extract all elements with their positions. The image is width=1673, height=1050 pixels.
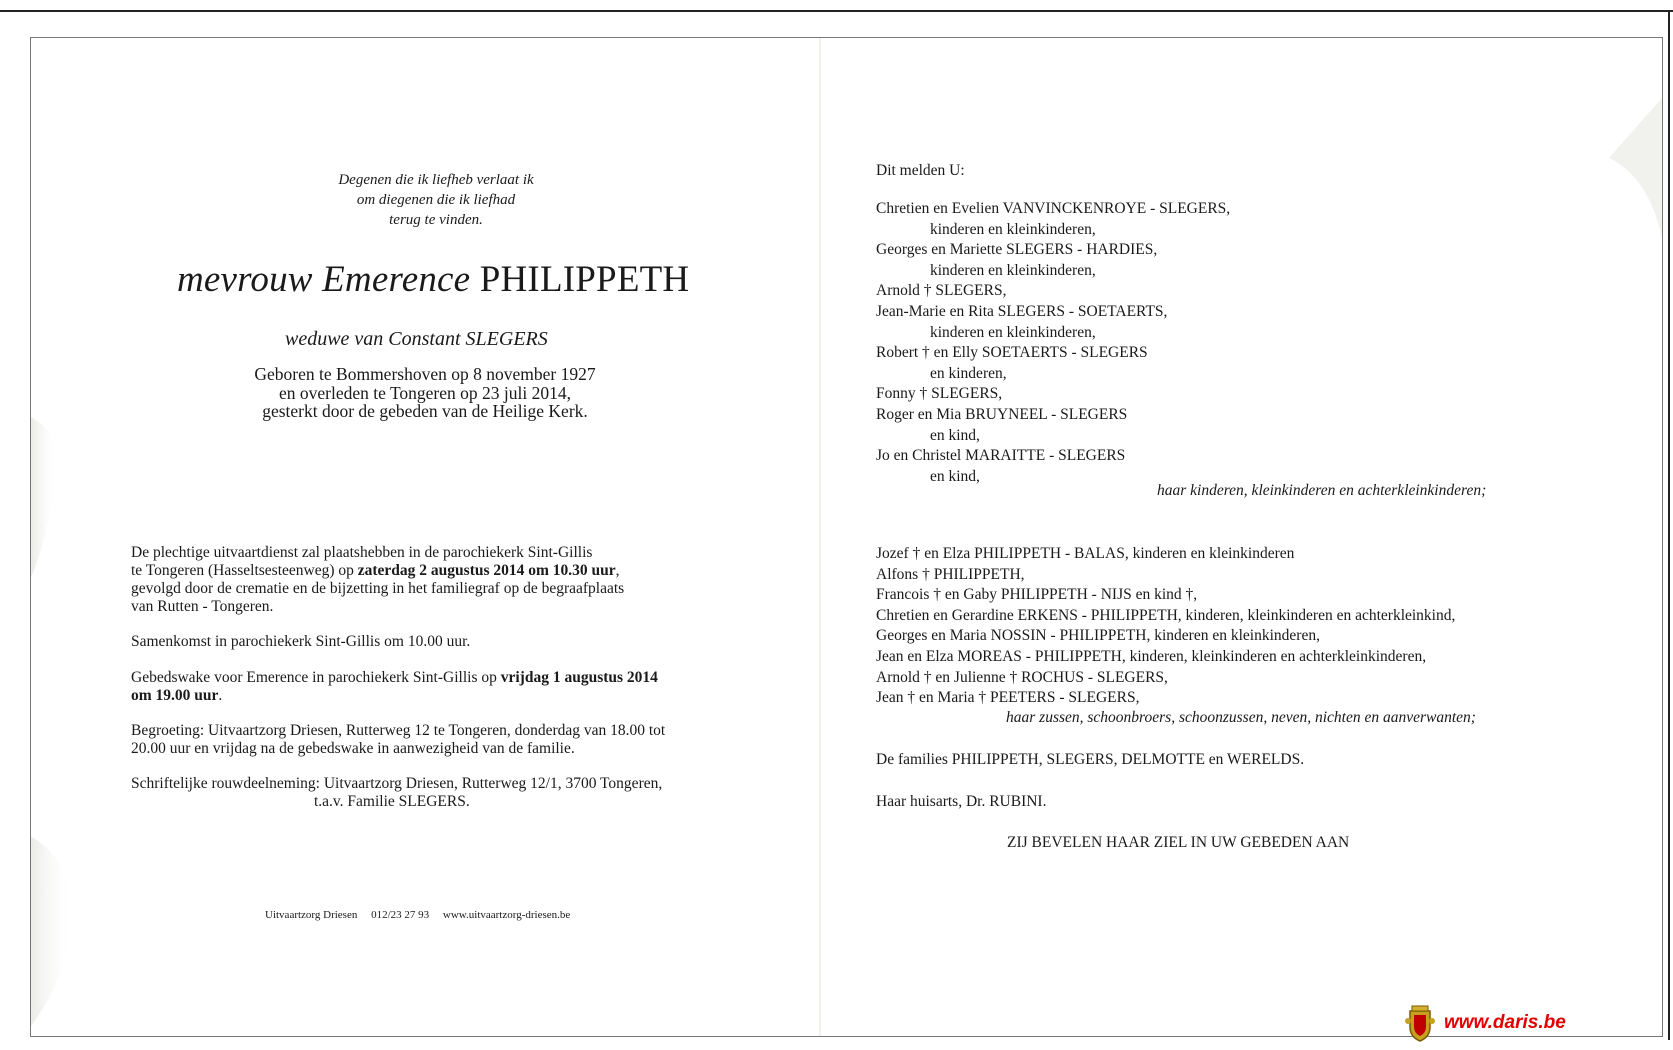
birth-line: Geboren te Bommershoven op 8 november 1927: [254, 364, 596, 384]
birth-death-info: [175, 365, 675, 421]
text-line: [131, 687, 658, 705]
text-line: [131, 669, 658, 687]
name-last: PHILIPPETH: [479, 259, 690, 300]
announcement-intro: Dit melden U:: [876, 162, 965, 179]
text-span: ,: [615, 562, 620, 579]
top-border-line: [0, 10, 1673, 12]
list-item: Jean en Elza MOREAS - PHILIPPETH, kinderen, kleinkinderen en achterkleinkinderen,: [876, 647, 1427, 665]
name-first: Emerence: [322, 259, 471, 300]
coat-of-arms-icon: [1404, 1003, 1436, 1043]
text-span: Gebedswake voor Emerence in parochiekerk Sint-Gillis op: [131, 669, 501, 686]
list-item: Francois † en Gaby PHILIPPETH - NIJS en kind †,: [876, 586, 1198, 604]
list-item: Georges en Mariette SLEGERS - HARDIES,: [876, 241, 1158, 259]
quote-line: Degenen die ik liefheb verlaat ik: [338, 172, 534, 188]
text-line: gevolgd door de crematie en de bijzetting in het familiegraf op de begraafplaats: [131, 580, 625, 597]
wake-paragraph: [131, 669, 658, 705]
birth-line: gesterkt door de gebeden van de Heilige Kerk.: [262, 401, 588, 421]
wake-time: om 19.00 uur: [131, 687, 219, 704]
quote-line: om diegenen die ik liefhad: [356, 192, 516, 208]
text-line: Begroeting: Uitvaartzorg Driesen, Rutterweg 12 te Tongeren, donderdag van 18.00 tot: [131, 722, 666, 739]
birth-line: en overleden te Tongeren op 23 juli 2014,: [279, 382, 571, 403]
list-item: Robert † en Elly SOETAERTS - SLEGERS: [876, 344, 1148, 362]
list-item: Jozef † en Elza PHILIPPETH - BALAS, kinderen en kleinkinderen: [876, 545, 1295, 562]
children-list: [876, 199, 1230, 487]
condolence-paragraph: [131, 775, 662, 811]
list-item: Jo en Christel MARAITTE - SLEGERS: [876, 447, 1126, 465]
children-summary: haar kinderen, kleinkinderen en achterkleinkinderen;: [1157, 482, 1487, 499]
list-item: Jean-Marie en Rita SLEGERS - SOETAERTS,: [876, 302, 1168, 320]
list-item: Arnold † en Julienne † ROCHUS - SLEGERS,: [876, 668, 1168, 686]
text-span: te Tongeren (Hasseltsesteenweg) op: [131, 562, 358, 579]
siblings-list: [876, 544, 1455, 709]
closing-line: ZIJ BEVELEN HAAR ZIEL IN UW GEBEDEN AAN: [1007, 834, 1350, 851]
funeral-home-footer: Uitvaartzorg Driesen 012/23 27 93 www.uitvaartzorg-driesen.be: [265, 909, 571, 921]
list-item: en kind,: [930, 426, 980, 444]
gathering-paragraph: Samenkomst in parochiekerk Sint-Gillis om 10.00 uur.: [131, 633, 471, 650]
watermark: [1404, 1003, 1566, 1043]
text-line: t.a.v. Familie SLEGERS.: [314, 793, 470, 810]
text-line: 20.00 uur en vrijdag na de gebedswake in aanwezigheid van de familie.: [131, 740, 575, 757]
text-line: [131, 562, 624, 580]
text-line: Schriftelijke rouwdeelneming: Uitvaartzorg Driesen, Rutterweg 12/1, 3700 Tongeren,: [131, 775, 663, 792]
list-item: Fonny † SLEGERS,: [876, 385, 1003, 403]
list-item: Chretien en Evelien VANVINCKENROYE - SLEGERS,: [876, 200, 1231, 217]
name-prefix: mevrouw: [177, 259, 313, 300]
list-item: kinderen en kleinkinderen,: [930, 220, 1096, 238]
list-item: Arnold † SLEGERS,: [876, 282, 1007, 300]
list-item: kinderen en kleinkinderen,: [930, 261, 1096, 279]
funeral-datetime: zaterdag 2 augustus 2014 om 10.30 uur: [357, 562, 616, 579]
mourning-card: [30, 37, 1663, 1037]
wake-date: vrijdag 1 augustus 2014: [500, 669, 658, 686]
doctor-line: Haar huisarts, Dr. RUBINI.: [876, 793, 1047, 810]
quote: [226, 170, 646, 230]
list-item: en kind,: [930, 467, 980, 485]
text-span: .: [218, 687, 223, 704]
visitation-paragraph: [131, 722, 665, 758]
families-line: De families PHILIPPETH, SLEGERS, DELMOTTE en WERELDS.: [876, 751, 1305, 768]
list-item: Jean † en Maria † PEETERS - SLEGERS,: [876, 689, 1140, 707]
list-item: Georges en Maria NOSSIN - PHILIPPETH, kinderen en kleinkinderen,: [876, 627, 1320, 645]
list-item: en kinderen,: [930, 364, 1007, 382]
list-item: kinderen en kleinkinderen,: [930, 323, 1096, 341]
list-item: Alfons † PHILIPPETH,: [876, 565, 1025, 583]
text-line: De plechtige uitvaartdienst zal plaatshebben in de parochiekerk Sint-Gillis: [131, 544, 593, 561]
widow-of: weduwe van Constant SLEGERS: [285, 328, 548, 350]
website-link[interactable]: www.daris.be: [1444, 1012, 1566, 1033]
funeral-paragraph: [131, 544, 624, 616]
siblings-summary: haar zussen, schoonbroers, schoonzussen, neven, nichten en aanverwanten;: [1006, 709, 1476, 726]
text-line: van Rutten - Tongeren.: [131, 598, 274, 615]
list-item: Chretien en Gerardine ERKENS - PHILIPPETH, kinderen, kleinkinderen en achterkleinkind,: [876, 606, 1456, 624]
right-border-line: [1668, 10, 1670, 1040]
quote-line: terug te vinden.: [389, 212, 483, 228]
deceased-name: [177, 258, 689, 301]
list-item: Roger en Mia BRUYNEEL - SLEGERS: [876, 405, 1128, 423]
